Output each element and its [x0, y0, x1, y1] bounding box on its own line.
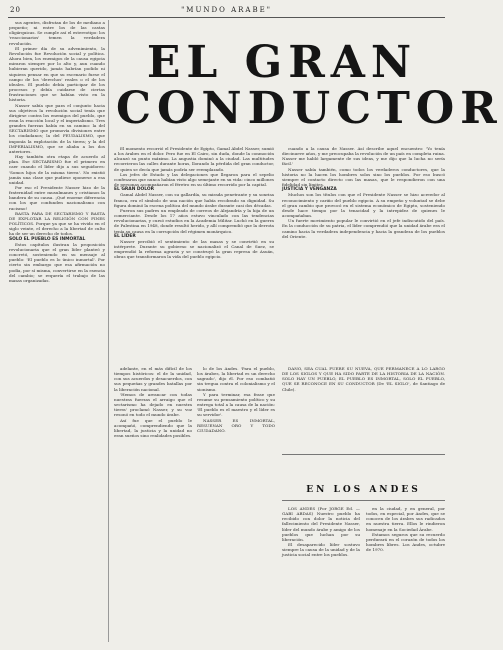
- page-header: [8, 5, 445, 18]
- left-subhead: SOLO EL PUEBLO ES INMORTAL: [9, 236, 86, 242]
- mid-subhead-2: EL LÍDER: [114, 233, 136, 239]
- section-title: EN LOS ANDES: [306, 485, 421, 495]
- mid-paragraph: Los jefes de Estado y las delegaciones que llegaron para el sepelio confesaron que nunca habían visto algo semejante en su vida: cinco millones de personas acompañaron el féretro en su último recorrido por la capital.: [114, 171, 274, 188]
- bottom-column-3: [282, 366, 445, 448]
- headline-line-1: EL GRAN: [146, 37, 418, 88]
- bottom-paragraph: Y para terminar, esa frase que resume su pensamiento político y su entrega total a la causa de la nación: 'El pueblo es el maestro y el líder es su servidor'.: [197, 391, 275, 418]
- headline: [116, 37, 503, 134]
- right-paragraph: Un fuerte movimiento popular le convirtió en el jefe indiscutido del país. En la conducción de su patria, el líder comprendió que la unidad árabe era el camino hacia la verdadera independencia y hacia la grandeza de los pueblos del Oriente.: [282, 218, 445, 239]
- left-paragraph: Nasser sabía que para el conjunto hacia sus objetivos la revolución social tenía que dirigirse contra los enemigos del pueblo, que eran la reacción local y el imperialismo. Tres grandes fuerzas había en su camino: la del SECTARISMO que promovía divisiones entre los ciudadanos; la del FEUDALISMO, que imponía la explotación de la tierra; y la del IMPERIALISMO, que se aliaba a los dos anteriores.: [9, 102, 105, 154]
- bottom-paragraph: DANO, SEA CUAL FUERE SU NUEVA, QUE PERMANECE A LO LARGO DE LOS SIGLOS Y QUE HA SIDO PARTE DE LA HISTORIA DE LA NACIÓN. SOLO HAY UN PUEBLO, EL PUEBLO ES INMORTAL, SOLO EL PUEBLO, QUE SE RECONOCE EN SU CONDUCTOR (De 'EL SIGLO', de Santiago de Chile).: [282, 366, 445, 392]
- andes-column-2: [366, 506, 445, 642]
- left-paragraph: Por eso el Presidente Nasser hizo de la fraternidad entre musulmanes y cristianos la bandera de su causa. ¡Qué enorme diferencia con los que confunden nacionalismo con racismo!: [9, 185, 105, 211]
- right-paragraph: cuando a la causa de Nasser. Así describe aquel encuentro: 'Yo tenía diecinueve años, y me preocupaba la revolución de un país en completa ruina. Nasser me habló largamente de sus ideas, y me dijo que la lucha no sería fácil.': [282, 146, 445, 167]
- left-paragraph: BASTA PARA DE SECTARISMO Y BASTA DE EXPLOTAR LA RELIGIÓN CON FINES POLÍTICOS. Porque ya que se ha vivido en el siglo veinte, el derecho a la libertad de culto ha de ser un derecho de todos.: [9, 210, 105, 237]
- left-paragraph: El primer día de su advenimiento, la Revolución fue Revolución social y política. Ahora bien, los enemigos de la causa egipcia miraron siempre por lo alto y, aun cuando hubieran querido, jamás habrían podido ni siquiera pensar en que su escenario fuese el campo de los 'derechos' reales o el de los ideales. El pueblo debía participar de los procesos y debía cuidarse de ciertas frustraciones que se habían visto en la historia.: [9, 45, 105, 103]
- section-rule: [282, 500, 445, 501]
- bottom-column-2: [197, 366, 275, 642]
- section-rule-top: [282, 454, 445, 455]
- right-column: [282, 146, 445, 362]
- bottom-column-1: [114, 366, 192, 642]
- mid-paragraph: Gamal Abdel Nasser, con su gallardía, su mirada penetrante y su sonrisa franca, era el símbolo de una nación que había recobrado su dignidad. Su figura dominó la escena política del mundo árabe durante casi dos décadas.: [114, 192, 274, 208]
- andes-column-1: [282, 506, 360, 642]
- bottom-paragraph: Así fue que el pueblo le acompañó, comprendiendo que la libertad, la justicia y la unidad no eran sueños sino realidades posibles.: [114, 417, 192, 439]
- right-subhead: JUSTICIA Y VENGANZA: [282, 187, 337, 193]
- andes-paragraph: Estamos seguros que su recuerdo perdurará en el corazón de todos los hombres libres. Los Andes, octubre de 1970.: [366, 531, 445, 553]
- mid-subhead-1: EL GRAN DOLOR: [114, 187, 155, 193]
- right-paragraph: Muchos son los títulos con que el Presidente Nasser se hizo acreedor al reconocimiento y cariño del pueblo egipcio. A su empeño y voluntad se debe el gran cambio que provocó en el sistema económico de Egipto, sosteniendo desde hace tiempo por la tenacidad y la intrepidez de quienes le acompañaban.: [282, 192, 445, 219]
- left-column: [9, 20, 105, 640]
- publication-title: "MUNDO ARABE": [181, 6, 272, 14]
- headline-line-2: CONDUCTOR: [116, 83, 503, 134]
- right-paragraph: Nasser sabía también, como todos los verdaderos conductores, que la historia no la hacen los hombres solos sino los pueblos. Por eso buscó siempre el contacto directo con las masas, que le respondieron con una fidelidad sin límites.: [282, 166, 445, 188]
- column-divider: [108, 20, 109, 642]
- bottom-paragraph: lo de los Andes. 'Para el pueblo, los árabes, la libertad es un derecho sagrado', dijo él. Por eso combatió sin tregua contra el colonialismo y el sionismo.: [197, 366, 275, 392]
- middle-column: [114, 146, 274, 362]
- left-paragraph: sus agentes, disfrutan de los de mediano a pequeño; ni entre los de las castas oligárquicas. Se cumple así el estereotipo: los 'reaccionarios' temen la verdadera revolución.: [9, 20, 105, 46]
- left-paragraph: Hay también otra etapa de acuerdo al plan. Ese SECTARISMO fue el primero en caer cuando el líder dijo a sus seguidores: 'Somos hijos de la misma tierra'. No existió jamás una clase que pudiese oponerse a esa unidad.: [9, 154, 105, 185]
- andes-paragraph: en la ciudad, y en general, por todos, en especial, por Andes, que se conocen de los árabes sus radicados en nuestra tierra. Ellos le rindieron homenaje en la Sociedad Árabe.: [366, 506, 445, 532]
- bottom-paragraph: 'Hemos de arrancar con todas nuestras fuerzas el arraigo que el sectarismo ha dejado en nuestra tierra' proclamó Nasser, y su voz resonó en todo el mundo árabe.: [114, 391, 192, 418]
- page-number: 20: [10, 6, 21, 14]
- mid-paragraph: El momento recorrió el Presidente de Egipto, Gamal Abdel Nasser, sumió a los árabes en el dolor. Pero fue en El Cairo, sin duda, donde la conmoción alcanzó su punto máximo. La angustia dominó a la ciudad. Las multitudes recorrieron las calles durante horas, llorando la pérdida del gran conductor, de quien se decía que jamás podría ser reemplazado.: [114, 146, 274, 172]
- mid-paragraph: Nasser percibió el sentimiento de las masas y se convirtió en su intérprete. Durante su gobierno se nacionalizó el Canal de Suez, se emprendió la reforma agraria y se construyó la gran represa de Asuán, obras que transformaron la vida del pueblo egipcio.: [114, 238, 274, 260]
- mid-paragraph: Fueron sus padres un empleado de correos de Alejandría y la hija de un comerciante. Desde los 17 años estuvo vinculado con las tendencias revolucionarias, y cursó estudios en la Academia Militar. Luchó en la guerra de Palestina en 1948, donde resultó herido, y allí comprendió que la derrota tenía su causa en la corrupción del régimen monárquico.: [114, 207, 274, 234]
- left-paragraph: Estos capítulos ilustran la proposición revolucionaria que el gran líder planteó y concretó, sosteniendo en su mensaje al pueblo: 'El pueblo es lo único inmortal'. Por cierto sin embargo que esa afirmación no podía, por sí misma, convertirse en la esencia del cambio; se requería el trabajo de las masas organizadas.: [9, 241, 105, 283]
- andes-paragraph: LOS ANDES (Por JORGE Ed. — GABI ABDAS) Nuestro pueblo ha recibido con dolor la noticia del fallecimiento del Presidente Nasser, líder del mundo árabe y amigo de los pueblos que luchan por su liberación.: [282, 506, 360, 542]
- andes-paragraph: El desaparecido líder sostuvo siempre la causa de la unidad y de la justicia social entre los pueblos.: [282, 542, 360, 558]
- bottom-paragraph: adelante, en el más difícil de los tiempos históricos: el de la unidad, con sus acuerdos y desacuerdos, con sus pequeñas y grandes batallas por la liberación nacional.: [114, 366, 192, 392]
- bottom-paragraph: NASSER ES INMORTAL, RESUENAN ORO Y TODO CIUDADANO.: [197, 417, 275, 433]
